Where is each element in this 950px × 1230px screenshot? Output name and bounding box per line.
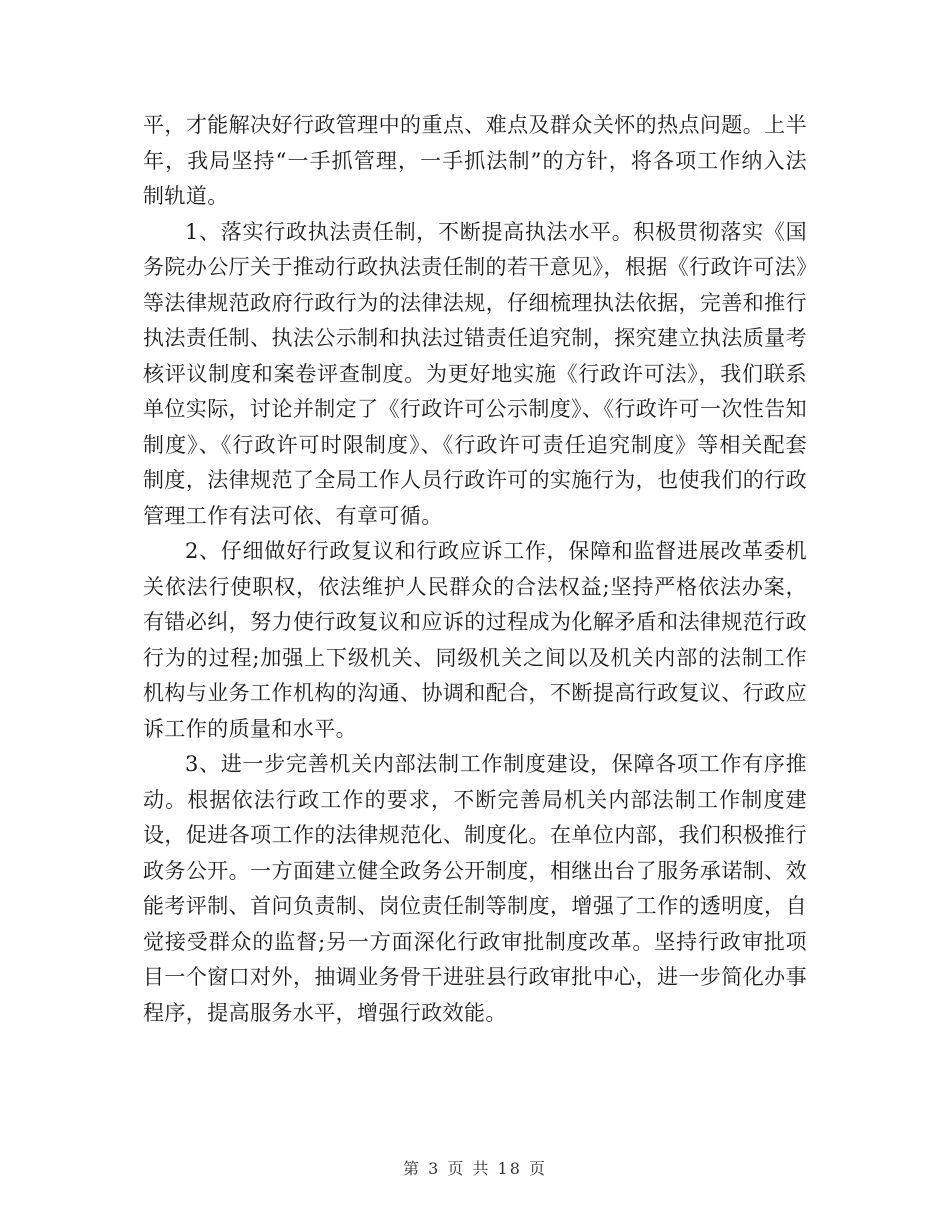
paragraph-item-3: 3、进一步完善机关内部法制工作制度建设，保障各项工作有序推动。根据依法行政工作的要求，不断完善局机关内部法制工作制度建设，促进各项工作的法律规范化、制度化。在单位内部，我们积极推行政务公开。一方面建立健全政务公开制度，相继出台了服务承诺制、效能考评制、首问负责制、岗位责任制等制度，增强了工作的透明度，自觉接受群众的监督;另一方面深化行政审批制度改革。坚持行政审批项目一个窗口对外，抽调业务骨干进驻县行政审批中心，进一步简化办事程序，提高服务水平，增强行政效能。 [143, 752, 807, 1025]
paragraph-item-2: 2、仔细做好行政复议和行政应诉工作，保障和监督进展改革委机关依法行使职权，依法维护人民群众的合法权益;坚持严格依法办案，有错必纠，努力使行政复议和应诉的过程成为化解矛盾和法律规范行政行为的过程;加强上下级机关、同级机关之间以及机关内部的法制工作机构与业务工作机构的沟通、协调和配合，不断提高行政复议、行政应诉工作的质量和水平。 [143, 539, 807, 741]
page-number-footer: 第 3 页 共 18 页 [403, 1159, 547, 1178]
paragraph-intro-continuation: 平，才能解决好行政管理中的重点、难点及群众关怀的热点问题。上半年，我局坚持“一手抓管理，一手抓法制”的方针，将各项工作纳入法制轨道。 [143, 113, 807, 208]
paragraph-item-1: 1、落实行政执法责任制，不断提高执法水平。积极贯彻落实《国务院办公厅关于推动行政执法责任制的若干意见》，根据《行政许可法》等法律规范政府行政行为的法律法规，仔细梳理执法依据，完善和推行执法责任制、执法公示制和执法过错责任追究制，探究建立执法质量考核评议制度和案卷评查制度。为更好地实施《行政许可法》，我们联系单位实际，讨论并制定了《行政许可公示制度》、《行政许可一次性告知制度》、《行政许可时限制度》、《行政许可责任追究制度》等相关配套制度，法律规范了全局工作人员行政许可的实施行为，也使我们的行政管理工作有法可依、有章可循。 [143, 219, 807, 528]
document-body [143, 108, 807, 1031]
